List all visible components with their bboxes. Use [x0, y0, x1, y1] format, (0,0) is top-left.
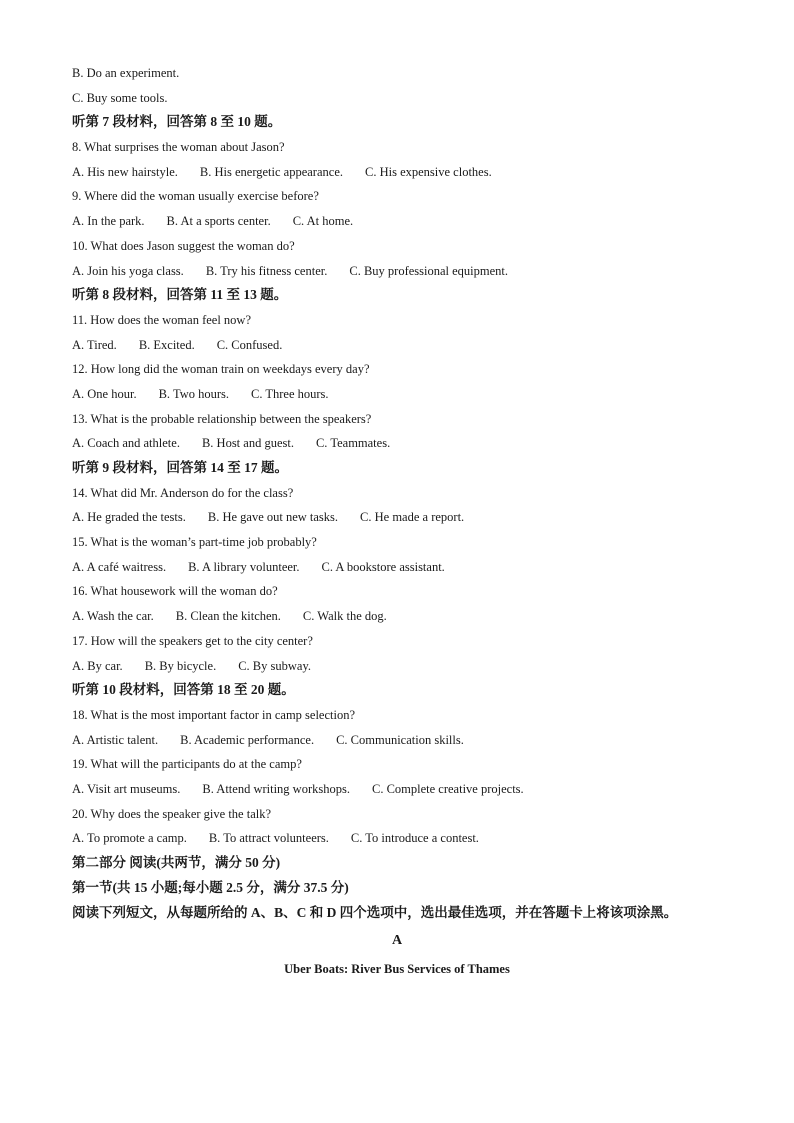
- option-a: A. In the park.: [72, 214, 145, 229]
- options-row: [72, 728, 722, 753]
- question-groups: [72, 110, 722, 851]
- part-title: 第二部分 阅读(共两节，满分 50 分): [72, 855, 281, 870]
- question-text: 19. What will the participants do at the camp?: [72, 757, 302, 772]
- question-text: 11. How does the woman feel now?: [72, 312, 252, 327]
- option-c: C. A bookstore assistant.: [321, 559, 445, 574]
- option-b: B. Attend writing workshops.: [202, 781, 350, 796]
- option-b: B. Excited.: [138, 337, 195, 352]
- option-a: A. Artistic talent.: [72, 732, 159, 747]
- question-text: 17. How will the speakers get to the city center?: [72, 633, 313, 648]
- option-c: C. Communication skills.: [336, 732, 464, 747]
- group-heading: 听第 8 段材料，回答第 11 至 13 题。: [72, 287, 288, 303]
- passage-title: Uber Boats: River Bus Services of Thames: [284, 962, 510, 977]
- option-a: A. To promote a camp.: [72, 831, 187, 846]
- option-b: B. Clean the kitchen.: [175, 609, 281, 624]
- option-b: B. His energetic appearance.: [199, 164, 343, 179]
- option-a: A. Join his yoga class.: [72, 263, 184, 278]
- question-text: 13. What is the probable relationship between the speakers?: [72, 411, 372, 426]
- question-text: 15. What is the woman’s part-time job probably?: [72, 535, 317, 550]
- option-c: C. Walk the dog.: [302, 609, 387, 624]
- exam-page: [72, 61, 722, 979]
- question-text: 18. What is the most important factor in camp selection?: [72, 707, 356, 722]
- options-row: [72, 333, 722, 358]
- question-text: 16. What housework will the woman do?: [72, 584, 278, 599]
- question-text: 10. What does Jason suggest the woman do?: [72, 238, 295, 253]
- option-b: B. A library volunteer.: [188, 559, 300, 574]
- option-b: B. To attract volunteers.: [208, 831, 329, 846]
- group-heading: 听第 7 段材料，回答第 8 至 10 题。: [72, 114, 282, 130]
- option-a: A. By car.: [72, 658, 123, 673]
- options-row: [72, 654, 722, 679]
- option-a: A. He graded the tests.: [72, 510, 186, 525]
- option-a: A. One hour.: [72, 386, 137, 401]
- option-b: B. Two hours.: [158, 386, 230, 401]
- options-row: [72, 555, 722, 580]
- option-a: A. Coach and athlete.: [72, 436, 180, 451]
- group-heading: 听第 10 段材料，回答第 18 至 20 题。: [72, 682, 295, 698]
- option-c: C. Teammates.: [315, 436, 391, 451]
- option-c: C. Complete creative projects.: [371, 781, 524, 796]
- option-a: A. A café waitress.: [72, 559, 167, 574]
- options-row: [72, 777, 722, 802]
- option-c: C. His expensive clothes.: [365, 164, 492, 179]
- question-text: 8. What surprises the woman about Jason?: [72, 140, 285, 155]
- options-row: [72, 505, 722, 530]
- option-b: B. At a sports center.: [166, 214, 271, 229]
- option-a: A. Visit art museums.: [72, 781, 181, 796]
- option-b: B. Try his fitness center.: [205, 263, 328, 278]
- option-a: A. Tired.: [72, 337, 117, 352]
- options-row: [72, 209, 722, 234]
- option-a: A. Wash the car.: [72, 609, 154, 624]
- section-title: 第一节(共 15 小题;每小题 2.5 分，满分 37.5 分): [72, 879, 349, 895]
- option-c: C. Buy professional equipment.: [349, 263, 509, 278]
- passage-letter: A: [391, 933, 403, 949]
- question-text: 12. How long did the woman train on weekdays every day?: [72, 362, 370, 377]
- question-text: 14. What did Mr. Anderson do for the class?: [72, 485, 294, 500]
- option-b: B. Host and guest.: [201, 436, 294, 451]
- option-line: B. Do an experiment.: [72, 66, 180, 80]
- option-b: B. Academic performance.: [180, 732, 315, 747]
- question-text: 9. Where did the woman usually exercise before?: [72, 189, 319, 204]
- options-row: [72, 160, 722, 185]
- option-c: C. To introduce a contest.: [350, 831, 479, 846]
- options-row: [72, 382, 722, 407]
- question-text: 20. Why does the speaker give the talk?: [72, 806, 272, 821]
- option-c: C. Confused.: [216, 337, 283, 352]
- option-c: C. He made a report.: [360, 510, 465, 525]
- options-row: [72, 259, 722, 284]
- option-a: A. His new hairstyle.: [72, 164, 178, 179]
- options-row: [72, 604, 722, 629]
- option-c: C. By subway.: [238, 658, 312, 673]
- option-b: B. By bicycle.: [144, 658, 217, 673]
- instruction-text: 阅读下列短文，从每题所给的 A、B、C 和 D 四个选项中，选出最佳选项，并在答题卡上将该项涂黑。: [72, 905, 678, 921]
- option-c: C. At home.: [292, 214, 354, 229]
- options-row: [72, 826, 722, 851]
- group-heading: 听第 9 段材料，回答第 14 至 17 题。: [72, 460, 288, 475]
- option-c: C. Three hours.: [251, 386, 329, 401]
- option-b: B. He gave out new tasks.: [207, 510, 339, 525]
- option-line: C. Buy some tools.: [72, 90, 168, 105]
- options-row: [72, 431, 722, 456]
